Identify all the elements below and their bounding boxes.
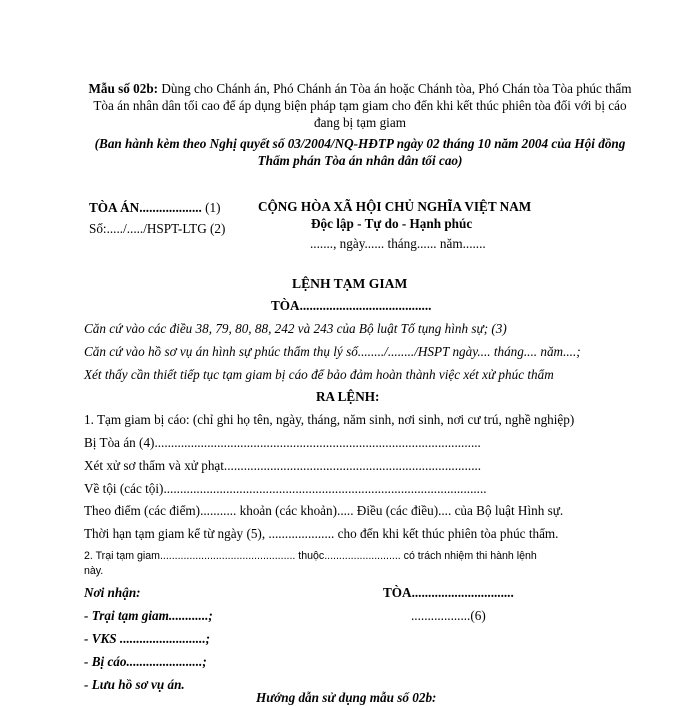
issued-by-note: (Ban hành kèm theo Nghị quyết số 03/2004/NQ-HĐTP ngày 02 tháng 10 năm 2004 của Hội đồng Thẩm phán Tòa án nhân dân tối cao) bbox=[94, 136, 626, 168]
court-ref: (1) bbox=[201, 200, 221, 215]
court-dots: ................... bbox=[139, 200, 202, 215]
command-heading: RA LỆNH: bbox=[316, 389, 380, 404]
legal-basis-line: Theo điểm (các điểm)........... khoản (các khoản)..... Điều (các điều).... của Bộ luật Hình sự. bbox=[84, 503, 564, 518]
recipients-heading: Nơi nhận: bbox=[84, 585, 141, 600]
item-1-detention: 1. Tạm giam bị cáo: (chỉ ghi họ tên, ngày, tháng, năm sinh, nơi sinh, nơi cư trú, nghề nghiệp) bbox=[84, 412, 575, 427]
item-2-line-2: này. bbox=[84, 565, 104, 577]
usage-guide-heading: Hướng dẫn sử dụng mẫu số 02b: bbox=[256, 690, 437, 705]
signature-court bbox=[383, 585, 514, 601]
recipient-item: - Trại tạm giam............; bbox=[84, 608, 213, 623]
document-number: Số:...../...../HSPT-LTG (2) bbox=[89, 221, 226, 236]
national-motto: Độc lập - Tự do - Hạnh phúc bbox=[311, 216, 473, 231]
form-intro-text: Dùng cho Chánh án, Phó Chánh án Tòa án hoặc Chánh tòa, Phó Chán tòa Tòa phúc thẩm Tòa án nhân dân tối cao để áp dụng biện pháp tạm giam cho đến khi kết thúc phiên tòa đối với bị cáo đang bị tạm giam bbox=[93, 81, 632, 130]
recipient-item: - Lưu hồ sơ vụ án. bbox=[84, 677, 185, 692]
recipient-item: - VKS ..........................; bbox=[84, 631, 211, 646]
duration-line: Thời hạn tạm giam kể từ ngày (5), .................... cho đến khi kết thúc phiên tòa phúc thẩm. bbox=[84, 526, 559, 541]
basis-line-3: Xét thấy cần thiết tiếp tục tạm giam bị cáo để bảo đảm hoàn thành việc xét xử phúc thẩm bbox=[84, 367, 554, 382]
form-intro bbox=[80, 80, 640, 131]
first-instance-line: Xét xử sơ thẩm và xử phạt.............................................................................. bbox=[84, 458, 482, 473]
accused-line: Bị Tòa án (4)................................................................................................... bbox=[84, 435, 481, 450]
signature-ref: ..................(6) bbox=[411, 608, 486, 623]
crime-line: Về tội (các tội).................................................................................................. bbox=[84, 481, 487, 496]
national-title: CỘNG HÒA XÃ HỘI CHỦ NGHĨA VIỆT NAM bbox=[258, 199, 532, 214]
basis-line-1: Căn cứ vào các điều 38, 79, 80, 88, 242 và 243 của Bộ luật Tố tụng hình sự; (3) bbox=[84, 321, 507, 336]
signature-court-label: TÒA............................... bbox=[383, 585, 514, 600]
court-label: TÒA ÁN bbox=[89, 200, 140, 215]
item-2-line-1: 2. Trại tạm giam.............................................. thuộc.......................... có trách nhiệm thi hành lệnh bbox=[84, 550, 537, 562]
order-court: TÒA........................................ bbox=[271, 298, 432, 313]
basis-line-2: Căn cứ vào hồ sơ vụ án hình sự phúc thẩm thụ lý số......../......../HSPT ngày.... tháng.... năm....; bbox=[84, 344, 581, 359]
form-number-label: Mẫu số 02b: bbox=[88, 81, 159, 96]
recipient-item: - Bị cáo.......................; bbox=[84, 654, 207, 669]
issue-date: ......., ngày...... tháng...... năm....... bbox=[310, 236, 486, 251]
order-title: LỆNH TẠM GIAM bbox=[292, 276, 408, 291]
left-header-court bbox=[89, 200, 221, 216]
